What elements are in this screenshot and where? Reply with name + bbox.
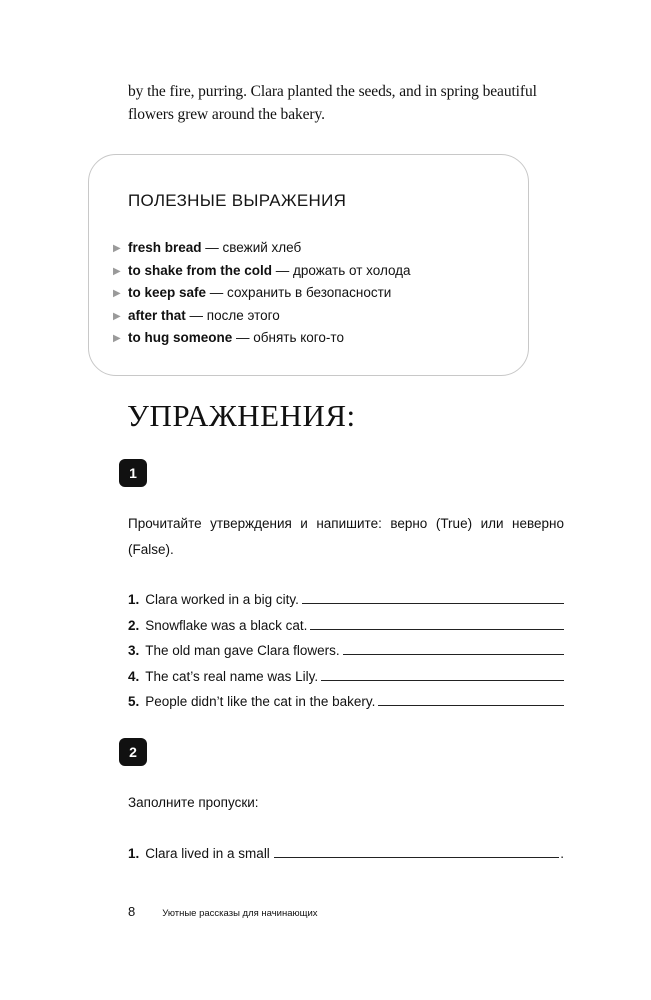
- phrase-translation: — сохранить в безопасности: [206, 285, 392, 300]
- phrase-term: to keep safe: [128, 285, 207, 300]
- answer-line[interactable]: [274, 844, 559, 858]
- answer-line[interactable]: [310, 616, 564, 630]
- phrase-item: [113, 237, 411, 260]
- useful-phrases-box: [88, 154, 529, 376]
- page-number: 8: [128, 904, 136, 919]
- exercise-2-instruction: Заполните пропуски:: [128, 795, 259, 810]
- exercise-item: [128, 589, 564, 615]
- phrase-translation: — после этого: [185, 307, 280, 323]
- bullet-triangle-icon: ▶: [113, 310, 121, 322]
- item-number: 3.: [128, 643, 140, 658]
- item-number: 1.: [128, 846, 140, 861]
- exercise-1-list: [128, 589, 564, 717]
- exercise-item: [128, 843, 564, 865]
- page-footer: [128, 904, 318, 919]
- exercise-1-badge: 1: [119, 459, 147, 487]
- exercise-item: [128, 615, 564, 641]
- phrase-translation: — дрожать от холода: [272, 262, 411, 278]
- item-number: 4.: [128, 668, 140, 684]
- bullet-triangle-icon: ▶: [113, 265, 121, 277]
- exercise-item: [128, 691, 564, 717]
- story-text: by the fire, purring. Clara planted the seeds, and in spring beautiful flowers grew around the bakery.: [128, 83, 537, 123]
- bullet-triangle-icon: ▶: [113, 333, 121, 344]
- item-statement: People didn’t like the cat in the bakery.: [145, 694, 376, 709]
- exercises-heading: УПРАЖНЕНИЯ:: [127, 398, 356, 433]
- item-statement: The cat’s real name was Lily.: [145, 668, 319, 684]
- phrase-term: to hug someone: [128, 330, 233, 345]
- answer-line[interactable]: [378, 692, 564, 706]
- exercise-2-badge: 2: [119, 738, 147, 766]
- phrase-translation: — свежий хлеб: [201, 240, 302, 255]
- phrase-translation: — обнять кого-то: [232, 330, 344, 345]
- phrase-term: fresh bread: [128, 240, 202, 255]
- item-number: 5.: [128, 694, 140, 709]
- item-end-punctuation: .: [560, 846, 564, 861]
- item-statement: Clara worked in a big city.: [145, 592, 299, 607]
- item-number: 2.: [128, 617, 140, 633]
- answer-line[interactable]: [321, 667, 564, 681]
- useful-phrases-list: [113, 237, 411, 350]
- exercise-1-instruction: Прочитайте утверждения и напишите: верно (True) или неверно (False).: [128, 516, 564, 557]
- exercise-item: [128, 666, 564, 692]
- phrase-item: [113, 260, 411, 283]
- useful-phrases-title: ПОЛЕЗНЫЕ ВЫРАЖЕНИЯ: [128, 191, 347, 210]
- bullet-triangle-icon: ▶: [113, 243, 121, 254]
- item-statement: The old man gave Clara flowers.: [145, 643, 340, 658]
- exercise-item: [128, 640, 564, 666]
- phrase-item: [113, 305, 411, 328]
- answer-line[interactable]: [343, 641, 564, 655]
- item-statement: Clara lived in a small: [145, 846, 270, 861]
- item-statement: Snowflake was a black cat.: [145, 617, 308, 633]
- phrase-term: to shake from the cold: [128, 262, 273, 278]
- answer-line[interactable]: [302, 590, 564, 604]
- phrase-item: [113, 282, 411, 305]
- bullet-triangle-icon: ▶: [113, 288, 121, 299]
- phrase-term: after that: [128, 307, 186, 323]
- book-title: Уютные рассказы для начинающих: [162, 908, 318, 919]
- item-number: 1.: [128, 592, 140, 607]
- phrase-item: [113, 327, 411, 350]
